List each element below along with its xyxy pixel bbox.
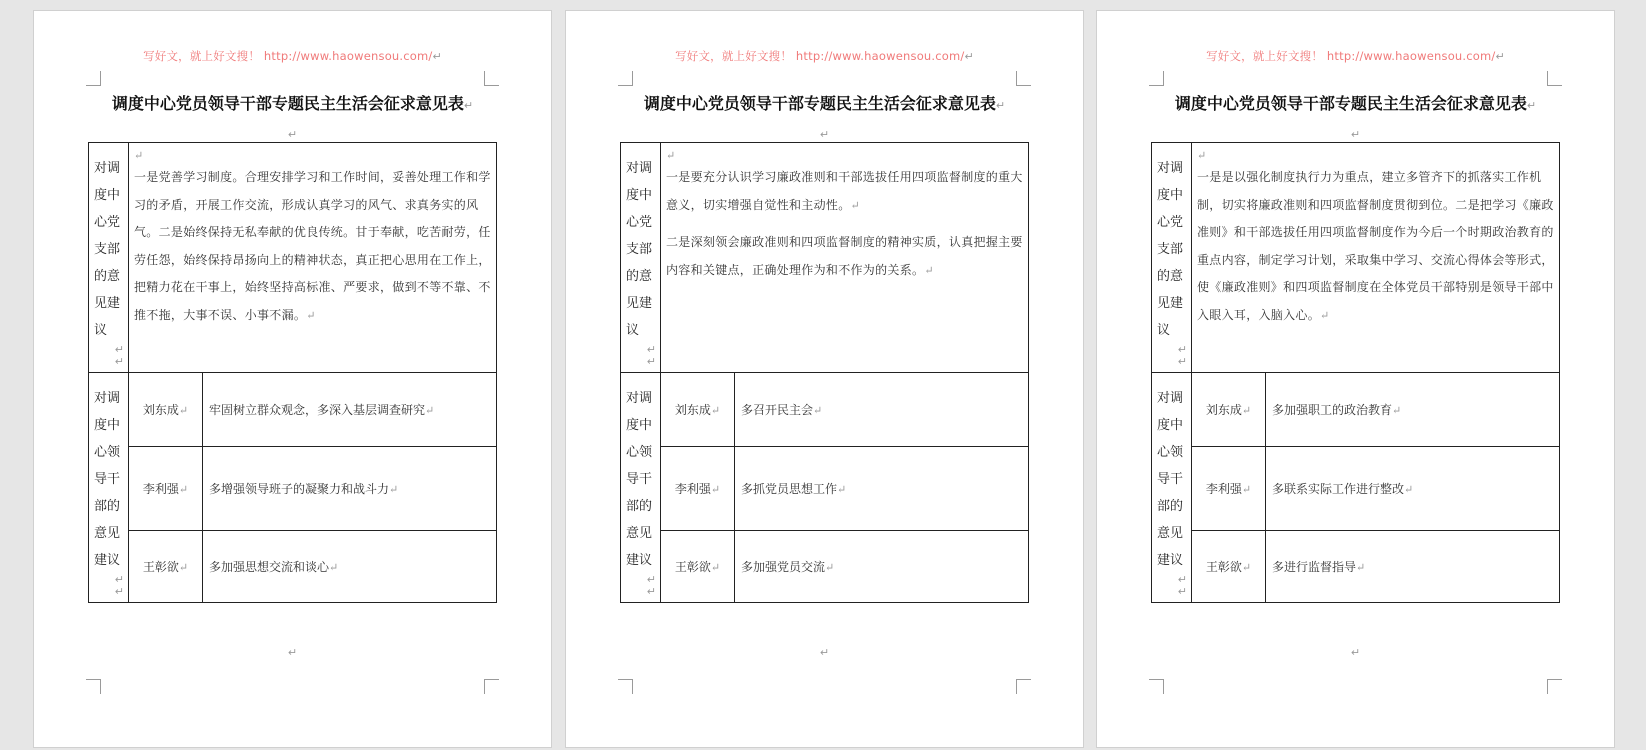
return-mark-icon: ↵ [666, 149, 676, 162]
return-mark-icon: ↵ [329, 561, 339, 574]
crop-mark-bottom-left-icon [1149, 679, 1164, 694]
leader-suggestion: 多加强职工的政治教育 [1272, 403, 1393, 417]
leader-name-cell [661, 373, 735, 447]
return-mark-icon: ↵ [1177, 585, 1187, 598]
leader-suggestion: 多联系实际工作进行整改 [1272, 482, 1405, 496]
return-mark-icon: ↵ [924, 263, 934, 277]
return-mark-icon: ↵ [813, 404, 823, 417]
leader-suggestion-cell[interactable] [203, 531, 497, 603]
leader-suggestion: 多加强思想交流和谈心 [209, 560, 330, 574]
return-mark-icon: ↵ [646, 585, 656, 598]
leader-suggestion-cell[interactable] [203, 447, 497, 531]
return-mark-icon: ↵ [1241, 561, 1252, 574]
branch-label: 对调度中心党支部的意见建议 [94, 161, 121, 338]
return-mark-icon: ↵ [1350, 128, 1361, 141]
branch-paragraph-text: 一是党善学习制度。合理安排学习和工作时间，妥善处理工作和学习的矛盾，开展工作交流，形成认真学习的风气、求真务实的风气。二是始终保持无私奉献的优良传统。甘于奉献，吃苦耐劳，任劳任怨，始终保持昂扬向上的精神状态，真正把心思用在工作上，把精力花在干事上，始终坚持高标准、严要求，做到不等不靠、不推不拖，大事不误、小事不漏。 [134, 170, 491, 322]
blank-line [566, 641, 1083, 660]
return-mark-icon: ↵ [819, 646, 830, 659]
leaders-label: 对调度中心领导干部的意见建议 [1157, 391, 1184, 568]
crop-mark-bottom-right-icon [484, 679, 499, 694]
return-mark-icon: ↵ [389, 483, 399, 496]
leader-name-cell [129, 447, 203, 531]
return-mark-icon: ↵ [114, 343, 124, 356]
return-mark-icon: ↵ [825, 561, 835, 574]
branch-row [89, 143, 497, 373]
return-mark-icon: ↵ [710, 561, 721, 574]
leader-name-cell [129, 373, 203, 447]
document-page-3 [1096, 10, 1615, 748]
return-mark-icon: ↵ [837, 483, 847, 496]
return-mark-icon: ↵ [1392, 404, 1402, 417]
table-title-text: 调度中心党员领导干部专题民主生活会征求意见表 [1174, 94, 1527, 113]
return-mark-icon: ↵ [646, 573, 656, 586]
return-mark-icon: ↵ [1241, 483, 1252, 496]
return-mark-icon: ↵ [1177, 355, 1187, 368]
return-mark-icon: ↵ [432, 50, 442, 63]
leader-name-cell [1192, 531, 1266, 603]
leader-name-cell [661, 531, 735, 603]
leader-name: 李利强 [674, 482, 711, 496]
crop-mark-top-right-icon [1016, 71, 1031, 86]
branch-label-cell [1152, 143, 1192, 373]
leader-name-cell [661, 447, 735, 531]
leaders-label: 对调度中心领导干部的意见建议 [626, 391, 653, 568]
return-mark-icon: ↵ [114, 355, 124, 368]
branch-opinion-cell[interactable] [129, 143, 497, 373]
leader-name-cell [129, 531, 203, 603]
branch-paragraph [666, 229, 1024, 284]
leaders-label-cell [621, 373, 661, 603]
leader-suggestion: 多召开民主会 [741, 403, 814, 417]
leader-name: 刘东成 [1205, 403, 1242, 417]
table-title [566, 91, 1083, 114]
branch-label: 对调度中心党支部的意见建议 [1157, 161, 1184, 338]
page-header [1097, 48, 1614, 64]
branch-opinion-cell[interactable] [661, 143, 1029, 373]
branch-paragraph-text: 一是要充分认识学习廉政准则和干部选拔任用四项监督制度的重大意义，切实增强自觉性和主动性。 [666, 170, 1023, 212]
page-header [34, 48, 551, 64]
opinion-table [88, 142, 497, 603]
leader-row [1152, 373, 1560, 447]
header-text: 写好文，就上好文搜！ http://www.haowensou.com/ [143, 49, 433, 63]
crop-mark-top-right-icon [1547, 71, 1562, 86]
return-mark-icon: ↵ [178, 404, 189, 417]
return-mark-icon: ↵ [710, 404, 721, 417]
leader-name: 刘东成 [142, 403, 179, 417]
leader-suggestion: 多抓党员思想工作 [741, 482, 838, 496]
blank-line [34, 123, 551, 142]
return-mark-icon: ↵ [306, 308, 316, 322]
crop-mark-top-left-icon [86, 71, 101, 86]
return-mark-icon: ↵ [134, 149, 144, 162]
leader-name-cell [1192, 373, 1266, 447]
return-mark-icon: ↵ [1526, 99, 1537, 112]
leaders-label: 对调度中心领导干部的意见建议 [94, 391, 121, 568]
leader-suggestion-cell[interactable] [1266, 447, 1560, 531]
return-mark-icon: ↵ [287, 128, 298, 141]
return-mark-icon: ↵ [646, 343, 656, 356]
leader-name-cell [1192, 447, 1266, 531]
leader-name: 李利强 [1205, 482, 1242, 496]
return-mark-icon: ↵ [178, 483, 189, 496]
return-mark-icon: ↵ [1177, 573, 1187, 586]
leaders-label-cell [89, 373, 129, 603]
leader-suggestion: 多增强领导班子的凝聚力和战斗力 [209, 482, 390, 496]
table-title [1097, 91, 1614, 114]
return-mark-icon: ↵ [178, 561, 189, 574]
table-title [34, 91, 551, 114]
page-header [566, 48, 1083, 64]
branch-paragraph-text: 一是是以强化制度执行力为重点，建立多管齐下的抓落实工作机制，切实将廉政准则和四项监督制度贯彻到位。二是把学习《廉政准则》和干部选拔任用四项监督制度作为今后一个时期政治教育的重点内容，制定学习计划，采取集中学习、交流心得体会等形式，使《廉政准则》和四项监督制度在全体党员干部特别是领导干部中入眼入耳，入脑入心。 [1197, 170, 1554, 322]
blank-line [566, 123, 1083, 142]
leader-suggestion: 牢固树立群众观念，多深入基层调查研究 [209, 403, 426, 417]
leader-name: 刘东成 [674, 403, 711, 417]
branch-label: 对调度中心党支部的意见建议 [626, 161, 653, 338]
crop-mark-top-left-icon [618, 71, 633, 86]
return-mark-icon: ↵ [646, 355, 656, 368]
leader-row [1152, 531, 1560, 603]
leader-name: 王彰欲 [142, 560, 179, 574]
branch-paragraphs [1197, 164, 1555, 329]
return-mark-icon: ↵ [964, 50, 974, 63]
leader-suggestion-cell[interactable] [1266, 531, 1560, 603]
leader-suggestion-cell[interactable] [735, 447, 1029, 531]
leader-row [621, 373, 1029, 447]
leader-row [89, 373, 497, 447]
return-mark-icon: ↵ [425, 404, 435, 417]
blank-line [1097, 123, 1614, 142]
branch-paragraph [666, 164, 1024, 219]
leader-suggestion-cell[interactable] [735, 531, 1029, 603]
leaders-label-cell [1152, 373, 1192, 603]
leader-name: 李利强 [142, 482, 179, 496]
crop-mark-bottom-right-icon [1016, 679, 1031, 694]
leader-row [621, 531, 1029, 603]
leader-name: 王彰欲 [1205, 560, 1242, 574]
return-mark-icon: ↵ [1197, 149, 1207, 162]
branch-opinion-cell[interactable] [1192, 143, 1560, 373]
branch-paragraph [1197, 164, 1555, 329]
return-mark-icon: ↵ [819, 128, 830, 141]
table-title-text: 调度中心党员领导干部专题民主生活会征求意见表 [111, 94, 464, 113]
crop-mark-top-right-icon [484, 71, 499, 86]
return-mark-icon: ↵ [1320, 308, 1330, 322]
opinion-table [1151, 142, 1560, 603]
return-mark-icon: ↵ [1241, 404, 1252, 417]
table-title-text: 调度中心党员领导干部专题民主生活会征求意见表 [643, 94, 996, 113]
opinion-table [620, 142, 1029, 603]
leader-name: 王彰欲 [674, 560, 711, 574]
leader-row [89, 447, 497, 531]
blank-line [34, 641, 551, 660]
branch-paragraphs [134, 164, 492, 329]
header-text: 写好文，就上好文搜！ http://www.haowensou.com/ [1206, 49, 1496, 63]
crop-mark-bottom-left-icon [618, 679, 633, 694]
return-mark-icon: ↵ [1404, 483, 1414, 496]
crop-mark-bottom-right-icon [1547, 679, 1562, 694]
leader-suggestion-cell[interactable] [735, 373, 1029, 447]
branch-paragraph [134, 164, 492, 329]
return-mark-icon: ↵ [287, 646, 298, 659]
return-mark-icon: ↵ [710, 483, 721, 496]
leader-row [89, 531, 497, 603]
blank-line [1097, 641, 1614, 660]
return-mark-icon: ↵ [114, 573, 124, 586]
return-mark-icon: ↵ [1495, 50, 1505, 63]
branch-paragraph-text: 二是深刻领会廉政准则和四项监督制度的精神实质，认真把握主要内容和关键点，正确处理作为和不作为的关系。 [666, 235, 1023, 277]
return-mark-icon: ↵ [114, 585, 124, 598]
leader-suggestion-cell[interactable] [1266, 373, 1560, 447]
document-page-2 [565, 10, 1084, 748]
leader-suggestion: 多进行监督指导 [1272, 560, 1357, 574]
return-mark-icon: ↵ [995, 99, 1006, 112]
branch-label-cell [89, 143, 129, 373]
branch-row [621, 143, 1029, 373]
return-mark-icon: ↵ [850, 198, 861, 212]
return-mark-icon: ↵ [1177, 343, 1187, 356]
leader-row [1152, 447, 1560, 531]
branch-label-cell [621, 143, 661, 373]
leader-row [621, 447, 1029, 531]
return-mark-icon: ↵ [463, 99, 474, 112]
leader-suggestion-cell[interactable] [203, 373, 497, 447]
crop-mark-bottom-left-icon [86, 679, 101, 694]
crop-mark-top-left-icon [1149, 71, 1164, 86]
return-mark-icon: ↵ [1350, 646, 1361, 659]
branch-row [1152, 143, 1560, 373]
leader-suggestion: 多加强党员交流 [741, 560, 826, 574]
document-page-1 [33, 10, 552, 748]
return-mark-icon: ↵ [1356, 561, 1366, 574]
header-text: 写好文，就上好文搜！ http://www.haowensou.com/ [675, 49, 965, 63]
branch-paragraphs [666, 164, 1024, 284]
